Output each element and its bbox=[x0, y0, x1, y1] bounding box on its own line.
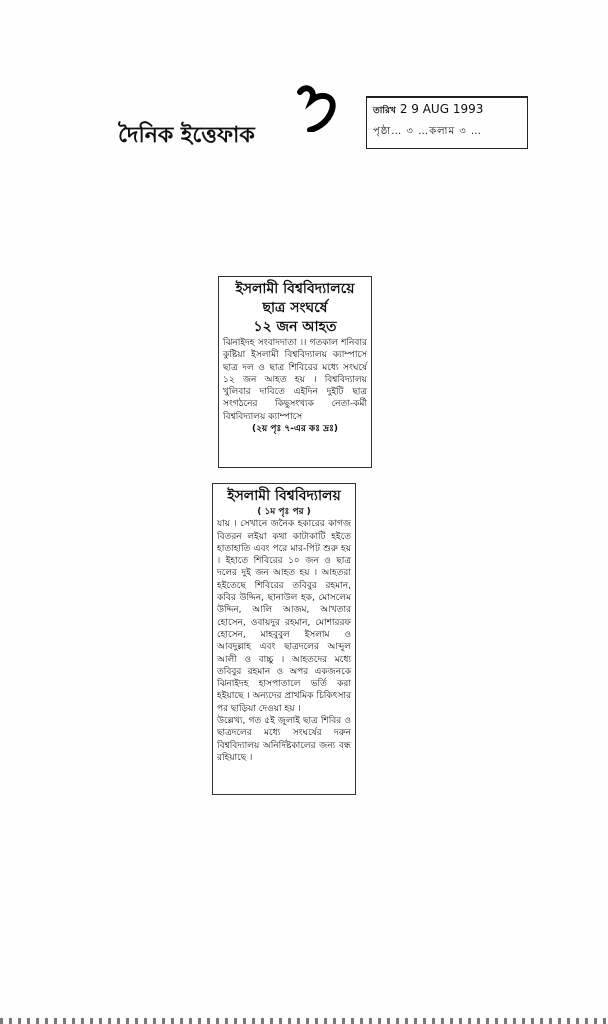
stamp-column-label: কলাম bbox=[429, 126, 455, 137]
headline-line-1: ইসলামী বিশ্ববিদ্যালয়ে bbox=[235, 281, 355, 297]
newspaper-name: দৈনিক ইত্তেফাক bbox=[118, 123, 255, 148]
continued-from-note: ( ১ম পৃঃ পর ) bbox=[257, 507, 311, 517]
headline-line-3: ১২ জন আহত bbox=[253, 319, 337, 335]
news-clipping-front bbox=[218, 276, 372, 468]
article-body: ঝিনাইদহ সংবাদদাতা ।। গতকাল শনিবার কুষ্টিয়া ইসলামী বিশ্ববিদ্যালয় ক্যাম্পাসে ছাত্র দল ও ছাত্র শিবিরের মধ্যে সংঘর্ষে ১২ জন আহত হয় । বিশ্ববিদ্যালয় খুলিবার দাবিতে এইদিন দুইটি ছাত্র সংগঠনের কিছুসংখ্যক নেতা-কর্মী বিশ্ববিদ্যালয় ক্যাম্পাসে bbox=[223, 338, 367, 422]
headline-line-2: ছাত্র সংঘর্ষে bbox=[262, 300, 328, 316]
stamp-date-label: তারিখ bbox=[373, 106, 396, 116]
stamp-date: 2 9 AUG 1993 bbox=[399, 102, 484, 116]
news-clipping-continuation bbox=[212, 483, 356, 795]
headline: ইসলামী বিশ্ববিদ্যালয় bbox=[227, 488, 341, 504]
date-stamp: তারিখ 2 9 AUG 1993 পৃষ্ঠা… ৩ …কলাম ৩ … bbox=[366, 96, 528, 149]
scan-edge-noise bbox=[0, 1018, 608, 1024]
article-body: যায় । সেখানে জনৈক হকারের কাগজ বিতরন লইয়া কথা কাটাকাটি হইতে হাতাহাতি এবং পরে মার-পিট শুরু হয় । ইহাতে শিবিরের ১০ জন ও ছাত্র দলের দুই জন আহত হয় । আহতরা হইতেছে শিবিরের তবিবুর রহমান, কবির উদ্দিন, ছানাউল হক, মোসলেম উদ্দিন, আলি আজম, আখতার হোসেন, ওবায়দুর রহমান, মোশাররফ হোসেন, মাহবুবুল ইসলাম ও আবদুল্লাহ এবং ছাত্রদলের আব্দুল আলী ও বাচ্চু । আহতদের মধ্যে তবিবুর রহমান ও অপর একজনকে ঝিনাইদহ হাসপাতালে ভর্তি করা হইয়াছে । অন্যদের প্রাথমিক চিকিৎসার পর ছাড়িয়া দেওয়া হয় । bbox=[217, 519, 351, 714]
stamp-column: ৩ bbox=[459, 126, 467, 137]
continued-note: (২য় পৃঃ ৭-এর কঃ দ্রঃ) bbox=[251, 424, 339, 435]
article-body-2: উল্লেখ্য, গত ৫ই জুলাই ছাত্র শিবির ও ছাত্রদলের মধ্যে সংঘর্ষের দরুন বিশ্ববিদ্যালয় অনির্দিষ্টকালের জন্য বন্ধ রহিয়াছে । bbox=[217, 716, 351, 763]
stamp-page: ৩ bbox=[406, 126, 414, 137]
stamp-page-label: পৃষ্ঠা bbox=[373, 126, 392, 137]
handwritten-mark bbox=[292, 82, 344, 132]
